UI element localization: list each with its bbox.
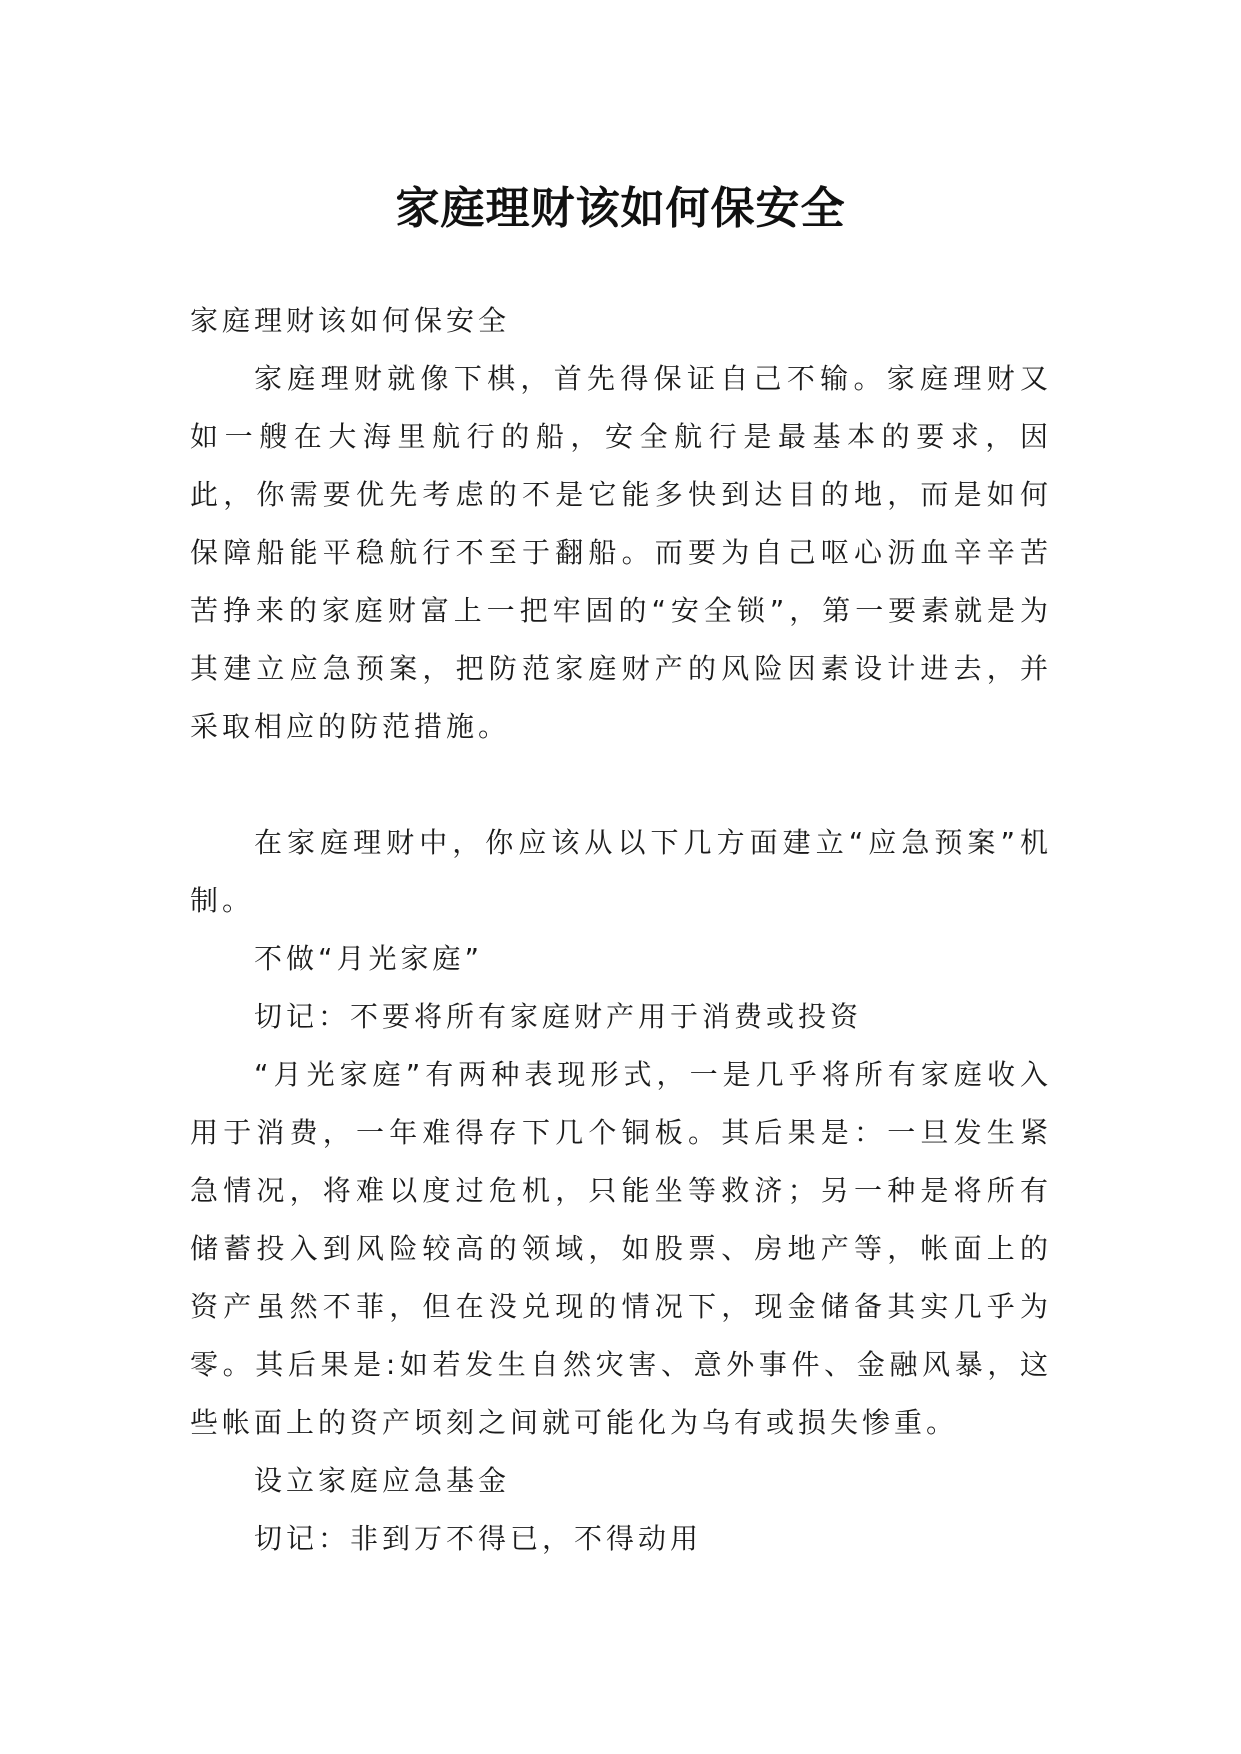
paragraph-moonlight-family: “月光家庭”有两种表现形式，一是几乎将所有家庭收入用于消费，一年难得存下几个铜板。其后果是：一旦发生紧急情况，将难以度过危机，只能坐等救济；另一种是将所有储蓄投入到风险较高的领域，如股票、房地产等，帐面上的资产虽然不菲，但在没兑现的情况下，现金储备其实几乎为零。其后果是:如若发生自然灾害、意外事件、金融风暴，这些帐面上的资产顷刻之间就可能化为乌有或损失惨重。 [190, 1058, 1052, 1439]
paragraph-intro: 家庭理财就像下棋，首先得保证自己不输。家庭理财又如一艘在大海里航行的船，安全航行是最基本的要求，因此，你需要优先考虑的不是它能多快到达目的地，而是如何保障船能平稳航行不至于翻船。而要为自己呕心沥血辛辛苦苦挣来的家庭财富上一把牢固的“安全锁”，第一要素就是为其建立应急预案，把防范家庭财产的风险因素设计进去，并采取相应的防范措施。 [190, 362, 1052, 743]
paragraph-emergency-plan: 在家庭理财中，你应该从以下几方面建立“应急预案”机制。 [190, 826, 1052, 917]
section-reminder-2: 切记：非到万不得已，不得动用 [254, 1522, 703, 1555]
document-body [190, 292, 1052, 1568]
section-reminder-1: 切记：不要将所有家庭财产用于消费或投资 [254, 1000, 863, 1033]
paragraph-subtitle: 家庭理财该如何保安全 [190, 304, 511, 337]
document-title: 家庭理财该如何保安全 [395, 183, 846, 235]
section-heading-no-moonlight-family: 不做“月光家庭” [254, 942, 484, 975]
section-heading-emergency-fund: 设立家庭应急基金 [254, 1464, 511, 1497]
